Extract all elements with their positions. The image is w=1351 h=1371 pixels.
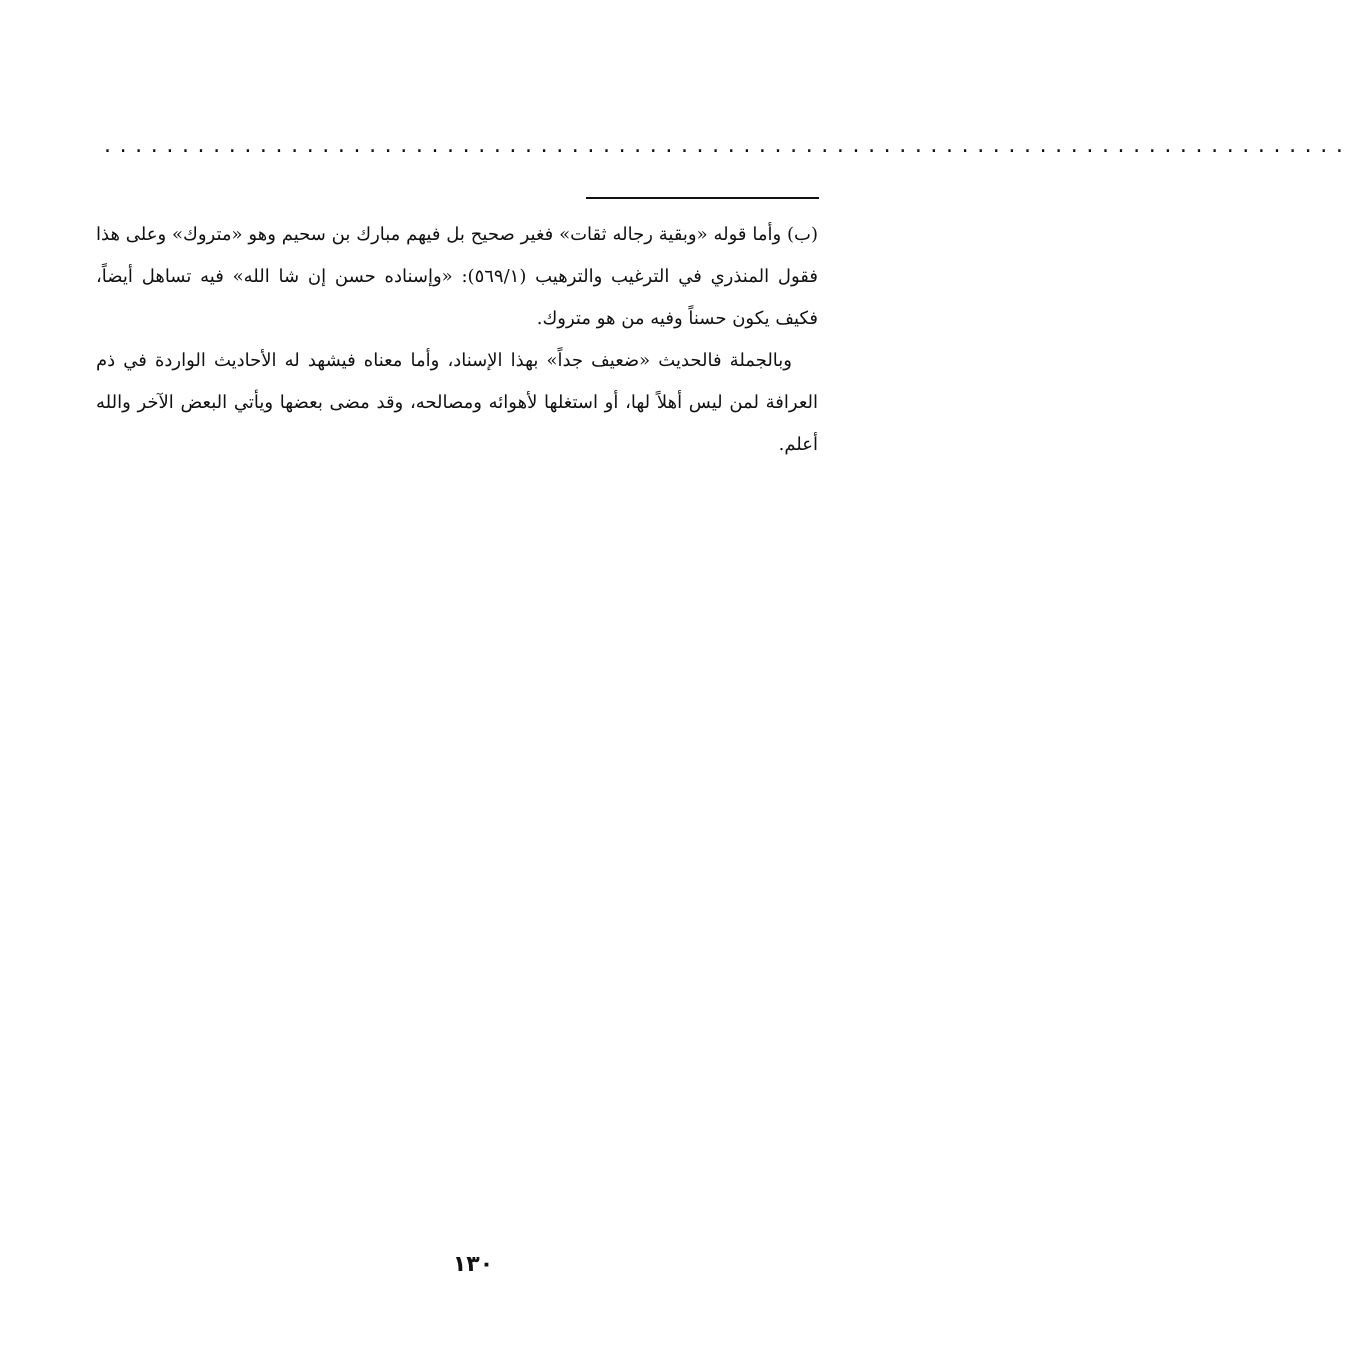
dotted-separator: ................................................................................ (104, 133, 1351, 158)
footnote-block (96, 214, 818, 466)
footnote-rule (586, 197, 819, 199)
page-number: ١٣٠ (452, 1252, 494, 1277)
footnote-paragraph-conclusion: وبالجملة فالحديث «ضعيف جداً» بهذا الإسناد، وأما معناه فيشهد له الأحاديث الواردة في ذم العرافة لمن ليس أهلاً لها، أو استغلها لأهوائه ومصالحه، وقد مضى بعضها ويأتي البعض الآخر والله أعلم. (96, 350, 818, 455)
footnote-paragraph-b: (ب) وأما قوله «وبقية رجاله ثقات» فغير صحيح بل فيهم مبارك بن سحيم وهو «متروك» وعلى هذا فقول المنذري في الترغيب والترهيب (٥٦٩/١): «وإسناده حسن إن شا الله» فيه تساهل أيضاً، فكيف يكون حسناً وفيه من هو متروك. (96, 224, 818, 329)
